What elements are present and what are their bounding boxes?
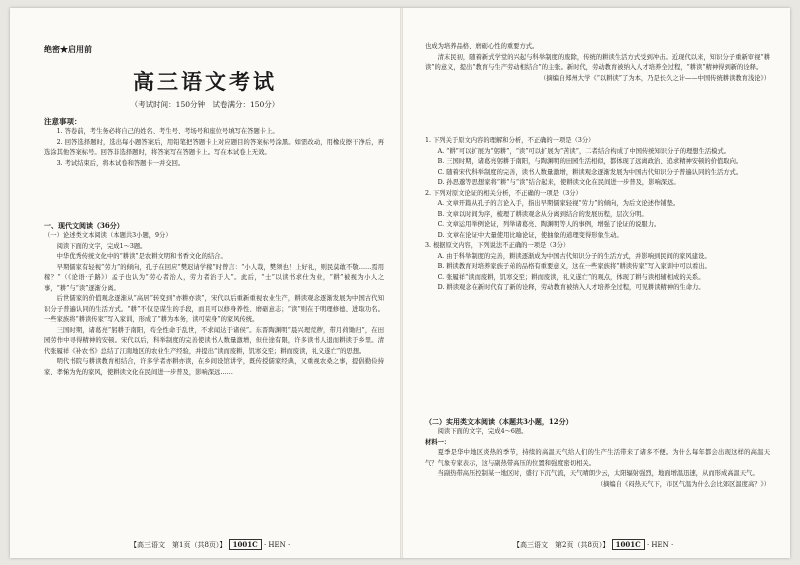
question-3: 3. 根据原文内容，下列说法不正确的一项是（3分） bbox=[425, 242, 570, 249]
essay-paragraph: 三国时期，诸葛亮“躬耕于南阳，苟全性命于乱世，不求闻达于诸侯”。东晋陶渊明“晨兴理荒秽，带月荷锄归”，在田园劳作中寻得精神的安顿。宋代以后，科举制度的完善使读书人数量激增，但仕途有限，许多读书人退而耕读于乡里。清代张履祥《补农书》总结了江南地区的农业生产经验，并提出“读而废耕，饥寒交至；耕而废读，礼义遂亡”的思想。 bbox=[44, 326, 384, 355]
essay-lead: 中华优秀传统文化中的“耕读”是农耕文明和书香文化的结合。 bbox=[56, 253, 227, 260]
notice-item: 1. 答卷前，考生务必将自己的姓名、考生号、考场号和座位号填写在答题卡上。 bbox=[56, 128, 279, 135]
footer-code: 1001C bbox=[612, 539, 645, 550]
footer-code: 1001C bbox=[229, 539, 262, 550]
notice-heading: 注意事项： bbox=[44, 117, 82, 126]
essay-paragraph: 早期儒家有轻视“劳力”的倾向，孔子在回应“樊迟请学稼”时曾言：“小人哉，樊须也！上好礼，则民莫敢不敬……焉用稼？”（《论语·子路》）孟子也认为“劳心者治人，劳力者治于人”。此后，“士”以读书求仕为业，“耕”被视为小人之事，“耕”与“读”逐渐分离。 bbox=[44, 263, 384, 292]
instruction: 阅读下面的文字，完成4～6题。 bbox=[437, 428, 528, 435]
option: D. 耕读观念在新时代有了新的诠释，劳动教育被纳入人才培养全过程，可见耕读精神的生命力。 bbox=[437, 284, 705, 291]
material-paragraph: 夏季是华中地区炎热的季节，持续的高温天气给人们的生产生活带来了诸多不便。为什么每年都会出现这样的高温天气？气象专家表示，这与副热带高压的位置和强度密切相关。 bbox=[425, 449, 770, 467]
option: C. 随着宋代科举制度的完善，读书人数量激增，耕读观念逐渐发展为中国古代知识分子普遍认同的生活方式。 bbox=[437, 168, 743, 176]
section-heading: 一、现代文阅读（36分） bbox=[44, 221, 124, 230]
option: B. 耕读教育对培养家族子弟的品格有重要意义，这在一些家族将“耕读传家”写入家训中可以看出。 bbox=[437, 263, 711, 270]
essay-paragraph: 也成为培养品格、磨砺心性的重要方式。 bbox=[425, 43, 539, 50]
question-2: 2. 下列对原文论证的相关分析，不正确的一项是（3分） bbox=[425, 189, 582, 197]
material-label: 材料一： bbox=[425, 438, 451, 446]
section-heading: （二）实用类文本阅读（本题共3小题，12分） bbox=[425, 417, 573, 426]
option: B. 三国时期，诸葛亮躬耕于南阳，与陶渊明的田园生活相似，都体现了远离政治、追求精神安顿的价值取向。 bbox=[437, 158, 743, 165]
notice-block bbox=[44, 116, 384, 169]
essay-paragraph: 清末民初，随着新式学堂的兴起与科举制度的废除，传统的耕读生活方式受到冲击。近现代以来，知识分子重新审视“耕读”的意义，提出“教育与生产劳动相结合”的主张。新时代，劳动教育被纳入人才培养全过程，“耕读”精神得到新的诠释。 bbox=[425, 53, 770, 71]
footer-page: 【高三语文 第2页（共8页）】 bbox=[513, 541, 610, 549]
right-page bbox=[403, 8, 790, 558]
footer bbox=[513, 540, 673, 550]
reading-section bbox=[44, 220, 384, 378]
exam-sheet bbox=[10, 8, 790, 558]
instruction: 阅读下面的文字，完成1～3题。 bbox=[56, 242, 147, 250]
left-page bbox=[10, 8, 400, 558]
subsection-heading: （一）论述类文本阅读（本题共3小题，9分） bbox=[44, 232, 172, 239]
notice-item: 2. 回答选择题时，选出每小题答案后，用铅笔把答题卡上对应题目的答案标号涂黑。如需改动，用橡皮擦干净后，再选涂其他答案标号。回答非选择题时，将答案写在答题卡上。写在本试卷上无效。 bbox=[44, 138, 384, 156]
option: D. 文章在论证中大量使用比喻论证，使抽象的道理变得形象生动。 bbox=[437, 231, 623, 239]
material-paragraph: 当副热带高压控制某一地区时，盛行下沉气流，天气晴朗少云，太阳辐射强烈，地面增温迅速，从而形成高温天气。 bbox=[437, 470, 759, 477]
practical-section bbox=[425, 416, 770, 490]
option: C. 张履祥“读而废耕，饥寒交至；耕而废读，礼义遂亡”的观点，体现了耕与读相辅相成的关系。 bbox=[437, 273, 705, 281]
option: D. 孙思邈等思想家将“耕”与“读”结合起来，使耕读文化在民间进一步普及，影响深远。 bbox=[437, 179, 680, 186]
source-note: （摘编自郑州大学《“以耕读”了为本，乃是长久之计——中国传统耕读教育浅论》） bbox=[540, 74, 770, 82]
questions bbox=[425, 136, 770, 294]
footer-mark: · HEN · bbox=[646, 541, 674, 549]
exam-title: 高三语文考试 bbox=[133, 69, 277, 94]
essay-paragraph: 后世儒家的价值观念逐渐从“高居”转变到“亦耕亦读”，宋代以后重新重视农业生产，耕读观念逐渐发展为中国古代知识分子普遍认同的生活方式。“耕”不仅是谋生的手段，而且可以修身养性、磨砺意志；“读”则在于明理修德、进取功名。一些家族将“耕读传家”写入家训，形成了“耕为本务，读可荣身”的家风传统。 bbox=[44, 295, 384, 323]
exam-subtitle: （考试时间：150分钟 试卷满分：150分） bbox=[130, 100, 280, 109]
option: B. 文章以时间为序，梳理了耕读观念从分离到结合的发展历程，层次分明。 bbox=[437, 210, 648, 218]
source-note: （摘编自《闷热天气下，市区气温为什么会比郊区温度高？》） bbox=[596, 480, 770, 488]
footer-page: 【高三语文 第1页（共8页）】 bbox=[130, 541, 227, 549]
option: A. 文章开篇从孔子的言论入手，指出早期儒家轻视“劳力”的倾向，为后文论述作铺垫。 bbox=[437, 200, 680, 207]
notice-item: 3. 考试结束后，将本试卷和答题卡一并交回。 bbox=[56, 159, 185, 167]
secret-mark: 绝密★启用前 bbox=[44, 44, 92, 54]
question-1: 1. 下列关于原文内容的理解和分析，不正确的一项是（3分） bbox=[425, 137, 595, 144]
option: A. 由于科举制度的完善，耕读逐渐成为中国古代知识分子的生活方式，并影响到民间的家风建设。 bbox=[437, 252, 711, 260]
footer-mark: · HEN · bbox=[263, 541, 291, 549]
essay-continued bbox=[425, 42, 770, 84]
option: C. 文章运用举例论证，列举诸葛亮、陶渊明等人的事例，增强了论证的说服力。 bbox=[437, 221, 661, 228]
option: A. “耕”可以扩展为“躬耕”，“读”可以扩展为“苦读”，二者结合构成了中国传统知识分子的理想生活模式。 bbox=[437, 147, 731, 155]
essay-paragraph: 明代书院与耕读教育相结合，许多学者亦耕亦读，在乡间设馆讲学，既传授儒家经典，又重视农桑之事，提倡勤俭持家、孝悌为先的家风，使耕读文化在民间进一步普及，影响深远…… bbox=[44, 358, 384, 376]
footer bbox=[130, 540, 290, 550]
